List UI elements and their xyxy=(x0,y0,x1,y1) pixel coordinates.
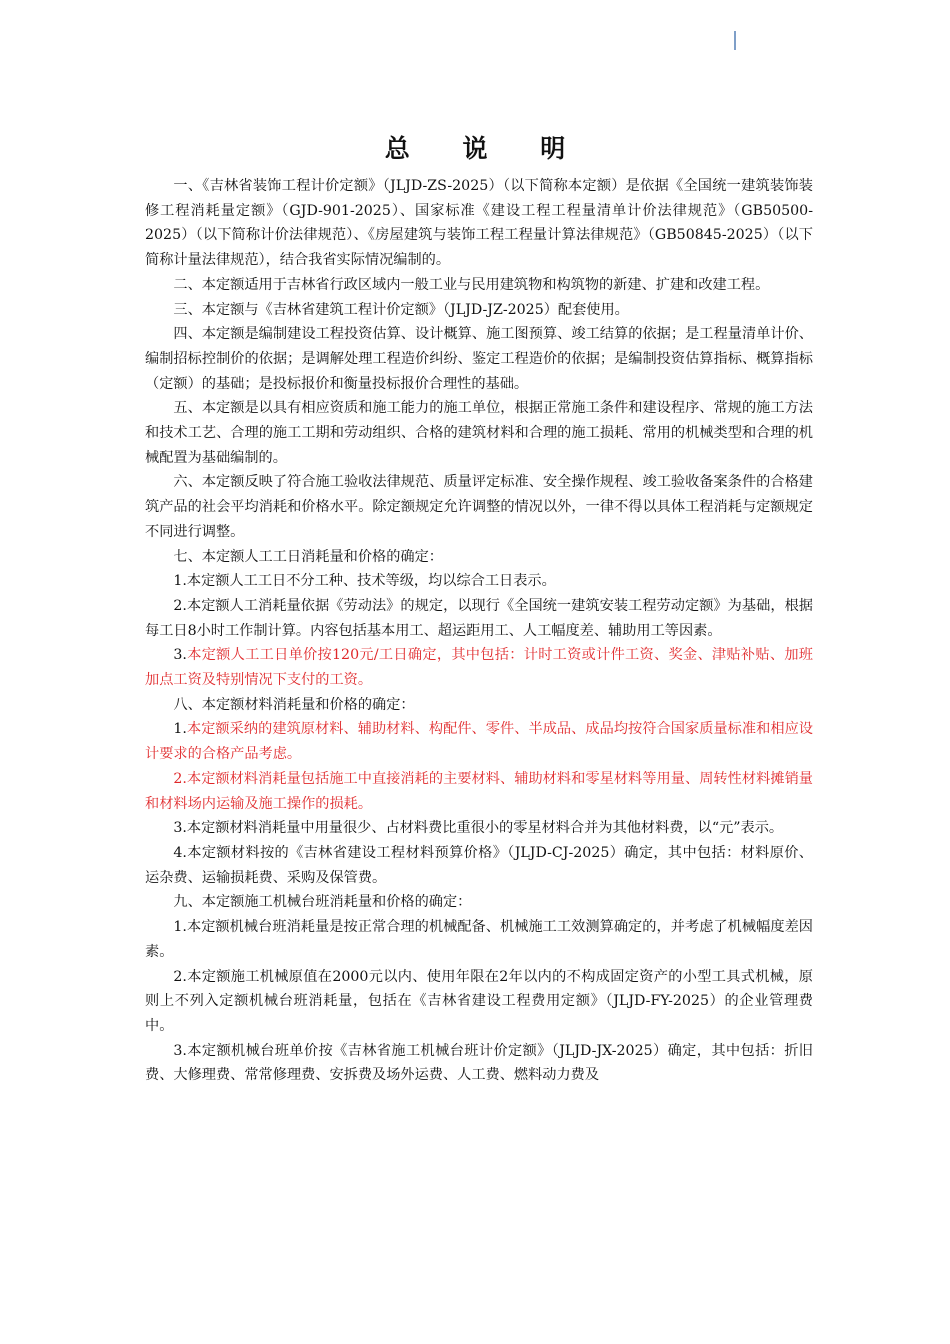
paragraph-number: 1. xyxy=(173,721,187,738)
paragraph xyxy=(145,693,813,718)
paragraph-text: 一、《吉林省装饰工程计价定额》（JLJD-ZS-2025）（以下简称本定额）是依据《全国统一建筑装饰装修工程消耗量定额》（GJD-901-2025）、国家标准《建设工程工程量清单计价法律规范》（GB50500-2025）（以下简称计价法律规范）、《房屋建筑与装饰工程工程量计算法律规范》（GB50845-2025）（以下简称计量法律规范），结合我省实际情况编制的。 xyxy=(145,178,813,269)
paragraph xyxy=(145,717,813,766)
paragraph-text: 3.本定额机械台班单价按《吉林省施工机械台班计价定额》（JLJD-JX-2025）确定，其中包括：折旧费、大修理费、常常修理费、安拆费及场外运费、人工费、燃料动力费及 xyxy=(145,1042,813,1084)
paragraph-text: 三、本定额与《吉林省建筑工程计价定额》（JLJD-JZ-2025）配套使用。 xyxy=(173,301,629,318)
paragraph xyxy=(145,545,813,570)
paragraph-number: 3. xyxy=(173,647,187,664)
paragraph-text: 2.本定额人工消耗量依据《劳动法》的规定，以现行《全国统一建筑安装工程劳动定额》为基础，根据每工日8小时工作制计算。内容包括基本用工、超运距用工、人工幅度差、辅助用工等因素。 xyxy=(145,597,813,639)
paragraph xyxy=(145,174,813,273)
paragraph-text: 2.本定额施工机械原值在2000元以内、使用年限在2年以内的不构成固定资产的小型工具式机械，原则上不列入定额机械台班消耗量，包括在《吉林省建设工程费用定额》（JLJD-FY-2025）的企业管理费中。 xyxy=(145,968,813,1034)
paragraph-text: 2.本定额材料消耗量包括施工中直接消耗的主要材料、辅助材料和零星材料等用量、周转性材料摊销量和材料场内运输及施工操作的损耗。 xyxy=(145,770,813,812)
paragraph-text: 4.本定额材料按的《吉林省建设工程材料预算价格》（JLJD-CJ-2025）确定，其中包括：材料原价、运杂费、运输损耗费、采购及保管费。 xyxy=(145,844,813,886)
paragraph xyxy=(145,1039,813,1088)
paragraph xyxy=(145,816,813,841)
paragraph-text: 本定额采纳的建筑原材料、辅助材料、构配件、零件、半成品、成品均按符合国家质量标准和相应设计要求的合格产品考虑。 xyxy=(145,721,813,763)
paragraph xyxy=(145,915,813,964)
paragraph xyxy=(145,569,813,594)
document-body xyxy=(145,174,813,1088)
page-title: 总 说 明 xyxy=(384,134,588,163)
paragraph-text: 五、本定额是以具有相应资质和施工能力的施工单位，根据正常施工条件和建设程序、常规的施工方法和技术工艺、合理的施工工期和劳动组织、合格的建筑材料和合理的施工损耗、常用的机械类型和合理的机械配置为基础编制的。 xyxy=(145,400,813,466)
paragraph-text: 二、本定额适用于吉林省行政区域内一般工业与民用建筑物和构筑物的新建、扩建和改建工程。 xyxy=(173,276,770,293)
paragraph-text: 八、本定额材料消耗量和价格的确定： xyxy=(173,696,415,713)
paragraph xyxy=(145,273,813,298)
paragraph-text: 3.本定额材料消耗量中用量很少、占材料费比重很小的零星材料合并为其他材料费，以“元”表示。 xyxy=(173,820,784,837)
paragraph-text: 九、本定额施工机械台班消耗量和价格的确定： xyxy=(173,894,472,911)
paragraph-text: 七、本定额人工工日消耗量和价格的确定： xyxy=(173,548,443,565)
paragraph xyxy=(145,643,813,692)
paragraph-text: 六、本定额反映了符合施工验收法律规范、质量评定标准、安全操作规程、竣工验收备案条件的合格建筑产品的社会平均消耗和价格水平。除定额规定允许调整的情况以外，一律不得以具体工程消耗与定额规定不同进行调整。 xyxy=(145,474,813,540)
paragraph-text: 1.本定额机械台班消耗量是按正常合理的机械配备、机械施工工效测算确定的，并考虑了机械幅度差因素。 xyxy=(145,919,813,960)
paragraph xyxy=(145,298,813,323)
paragraph-text: 本定额人工工日单价按120元/工日确定，其中包括：计时工资或计件工资、奖金、津贴补贴、加班加点工资及特别情况下支付的工资。 xyxy=(145,647,813,689)
paragraph xyxy=(145,470,813,544)
paragraph-text: 1.本定额人工工日不分工种、技术等级，均以综合工日表示。 xyxy=(173,573,556,590)
corner-mark xyxy=(734,31,736,50)
paragraph xyxy=(145,322,813,396)
paragraph xyxy=(145,767,813,816)
paragraph-text: 四、本定额是编制建设工程投资估算、设计概算、施工图预算、竣工结算的依据；是工程量清单计价、编制招标控制价的依据；是调解处理工程造价纠纷、鉴定工程造价的依据；是编制投资估算指标、概算指标（定额）的基础；是投标报价和衡量投标报价合理性的基础。 xyxy=(145,326,813,392)
paragraph xyxy=(145,890,813,915)
paragraph xyxy=(145,396,813,470)
paragraph xyxy=(145,965,813,1039)
paragraph xyxy=(145,594,813,643)
paragraph xyxy=(145,841,813,890)
